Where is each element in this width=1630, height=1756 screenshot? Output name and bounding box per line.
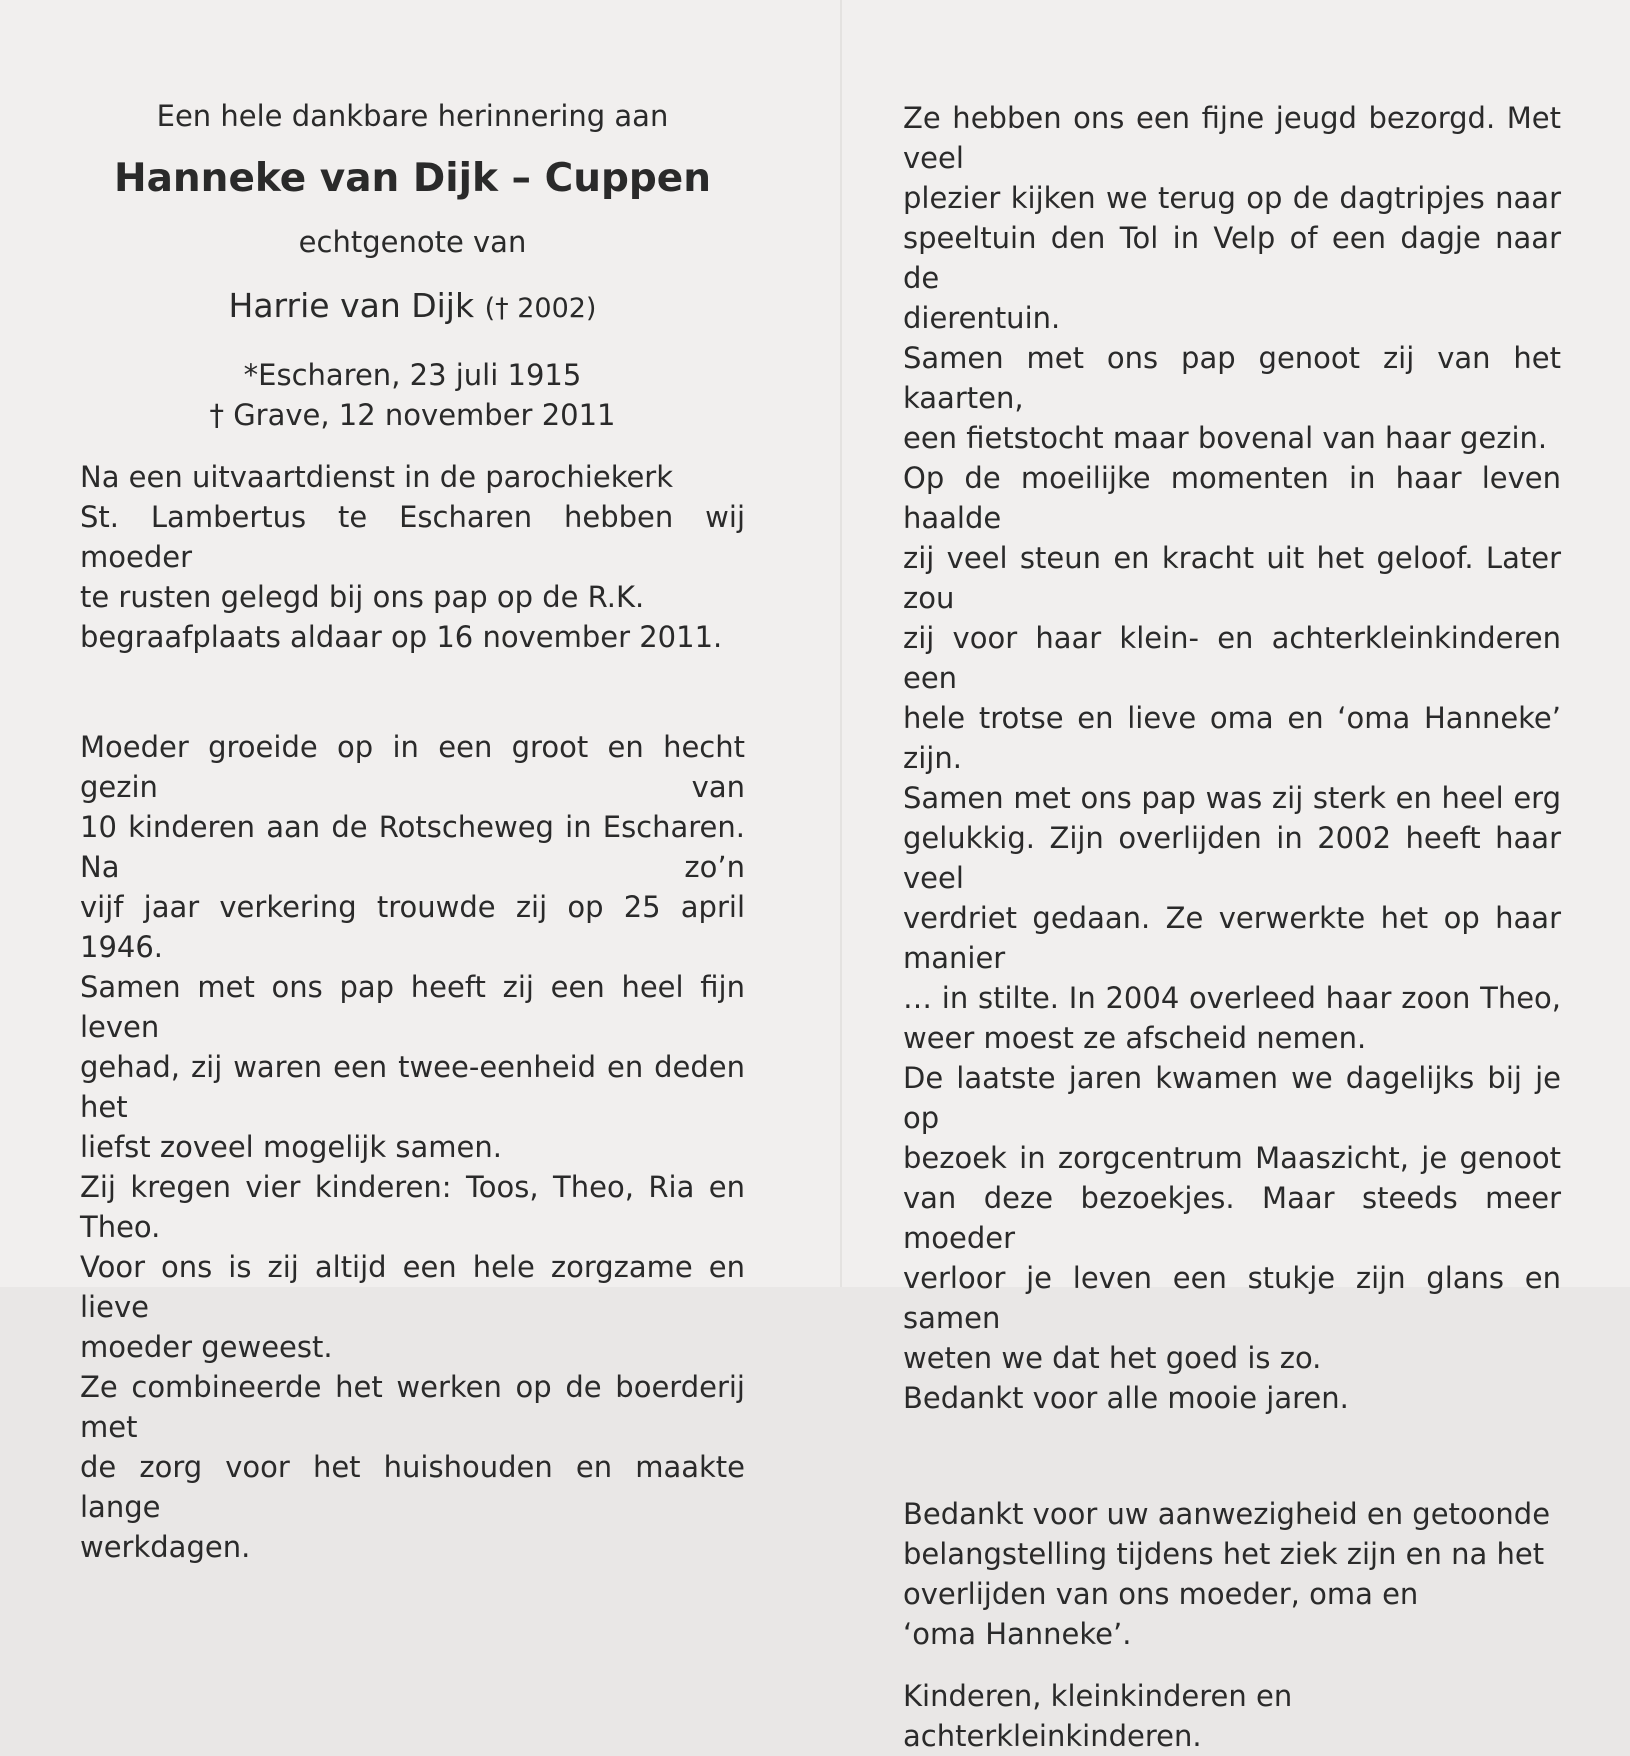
spouse-name: Harrie van Dijk bbox=[228, 286, 475, 325]
story-paragraph bbox=[80, 727, 745, 1567]
service-line: begraafplaats aldaar op 16 november 2011. bbox=[80, 620, 723, 654]
life-dates bbox=[80, 355, 745, 435]
memories-line: verdriet gedaan. Ze verwerkte het op haar manier bbox=[903, 901, 1561, 975]
service-line: te rusten gelegd bij ons pap op de R.K. bbox=[80, 580, 645, 614]
death-date: † Grave, 12 november 2011 bbox=[209, 398, 616, 432]
story-line: vijf jaar verkering trouwde zij op 25 april 1946. bbox=[80, 890, 745, 964]
right-page bbox=[903, 98, 1561, 1756]
story-line: werkdagen. bbox=[80, 1530, 251, 1564]
memories-line: Samen met ons pap was zij sterk en heel erg bbox=[903, 781, 1561, 815]
memories-line: zij voor haar klein- en achterkleinkinderen een bbox=[903, 621, 1561, 695]
thanks-paragraph bbox=[903, 1494, 1561, 1654]
story-line: 10 kinderen aan de Rotscheweg in Escharen. Na zo’n bbox=[80, 810, 745, 884]
spouse-label: echtgenote van bbox=[298, 225, 527, 259]
memories-line: bezoek in zorgcentrum Maaszicht, je genoot bbox=[903, 1141, 1561, 1175]
memories-line: een fietstocht maar bovenal van haar gezin. bbox=[903, 421, 1548, 455]
memories-line: dierentuin. bbox=[903, 301, 1061, 335]
memories-line: … in stilte. In 2004 overleed haar zoon Theo, bbox=[903, 981, 1561, 1015]
memories-line: Bedankt voor alle mooie jaren. bbox=[903, 1381, 1349, 1415]
memories-line: speeltuin den Tol in Velp of een dagje naar de bbox=[903, 221, 1561, 295]
story-line: Zij kregen vier kinderen: Toos, Theo, Ria en Theo. bbox=[80, 1170, 745, 1244]
thanks-line: Bedankt voor uw aanwezigheid en getoonde bbox=[903, 1497, 1551, 1531]
story-line: moeder geweest. bbox=[80, 1330, 333, 1364]
thanks-line: ‘oma Hanneke’. bbox=[903, 1617, 1132, 1651]
memories-line: De laatste jaren kwamen we dagelijks bij je op bbox=[903, 1061, 1561, 1135]
birth-date: *Escharen, 23 juli 1915 bbox=[243, 358, 582, 392]
memories-line: Samen met ons pap genoot zij van het kaarten, bbox=[903, 341, 1561, 415]
memories-line: gelukkig. Zijn overlijden in 2002 heeft haar veel bbox=[903, 821, 1561, 895]
story-line: de zorg voor het huishouden en maakte lange bbox=[80, 1450, 745, 1524]
spouse-died: († 2002) bbox=[484, 293, 597, 324]
deceased-name: Hanneke van Dijk – Cuppen bbox=[113, 156, 712, 201]
memories-line: Op de moeilijke momenten in haar leven haalde bbox=[903, 461, 1561, 535]
memories-line: van deze bezoekjes. Maar steeds meer moeder bbox=[903, 1181, 1561, 1255]
story-line: gehad, zij waren een twee-eenheid en deden het bbox=[80, 1050, 745, 1124]
card-fold bbox=[840, 0, 842, 1287]
signature: Kinderen, kleinkinderen en achterkleinkinderen. bbox=[903, 1679, 1293, 1753]
memories-line: plezier kijken we terug op de dagtripjes naar bbox=[903, 181, 1561, 215]
story-line: liefst zoveel mogelijk samen. bbox=[80, 1130, 502, 1164]
left-page bbox=[80, 96, 745, 1567]
memories-line: zij veel steun en kracht uit het geloof. Later zou bbox=[903, 541, 1561, 615]
thanks-line: belangstelling tijdens het ziek zijn en na het bbox=[903, 1537, 1545, 1571]
story-line: Voor ons is zij altijd een hele zorgzame en lieve bbox=[80, 1250, 745, 1324]
spouse-line bbox=[80, 284, 745, 331]
story-line: Moeder groeide op in een groot en hecht gezin van bbox=[80, 730, 745, 804]
story-line: Ze combineerde het werken op de boerderij met bbox=[80, 1370, 745, 1444]
memories-line: weten we dat het goed is zo. bbox=[903, 1341, 1322, 1375]
service-paragraph bbox=[80, 457, 745, 657]
memories-line: verloor je leven een stukje zijn glans en samen bbox=[903, 1261, 1561, 1335]
memories-line: Ze hebben ons een fijne jeugd bezorgd. Met veel bbox=[903, 101, 1561, 175]
thanks-line: overlijden van ons moeder, oma en bbox=[903, 1577, 1419, 1611]
service-line: St. Lambertus te Escharen hebben wij moeder bbox=[80, 500, 745, 574]
memories-line: hele trotse en lieve oma en ‘oma Hanneke’ zijn. bbox=[903, 701, 1561, 775]
intro-text: Een hele dankbare herinnering aan bbox=[156, 99, 669, 133]
service-line: Na een uitvaartdienst in de parochiekerk bbox=[80, 460, 674, 494]
memories-line: weer moest ze afscheid nemen. bbox=[903, 1021, 1367, 1055]
story-line: Samen met ons pap heeft zij een heel fijn leven bbox=[80, 970, 745, 1044]
memories-paragraph bbox=[903, 98, 1561, 1418]
